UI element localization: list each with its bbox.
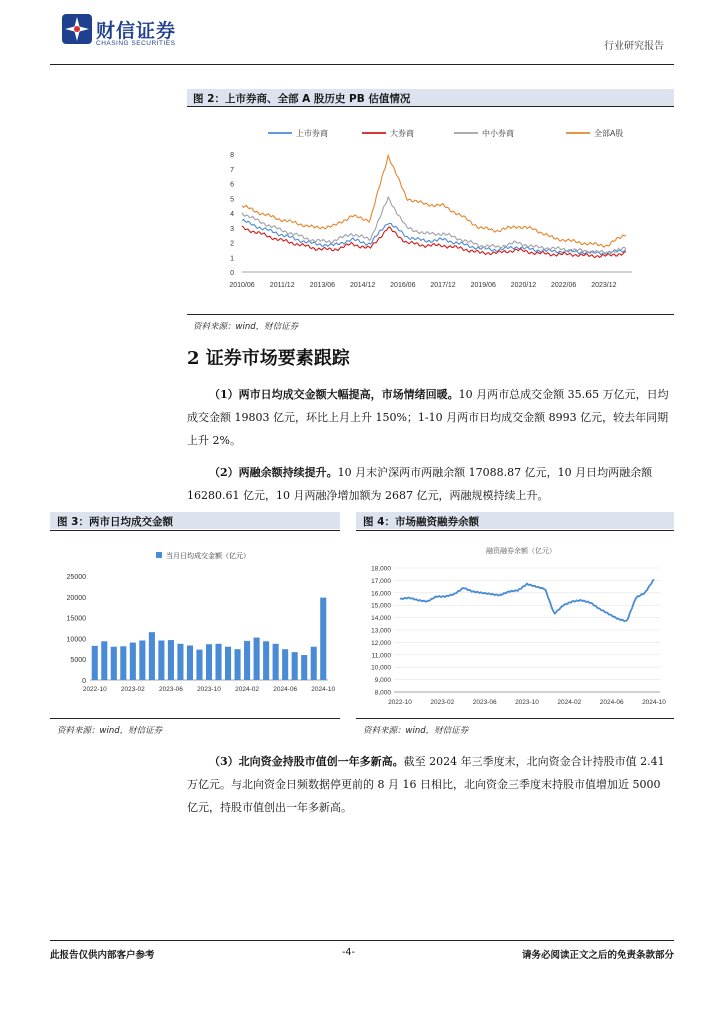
x-tick-label: 2017/12 xyxy=(430,282,456,289)
company-name-en: CHASING SECURITIES xyxy=(96,40,176,47)
y-tick-label: 25000 xyxy=(66,574,86,581)
bar xyxy=(168,640,174,680)
x-tick-label: 2020/12 xyxy=(510,282,537,289)
y-tick-label: 3 xyxy=(230,225,234,233)
footer-rule xyxy=(50,940,674,941)
y-tick-label: 15000 xyxy=(66,615,86,623)
y-tick-label: 10000 xyxy=(66,636,86,644)
y-tick-label: 8 xyxy=(230,152,234,159)
y-tick-label: 17,000 xyxy=(371,577,391,585)
legend-swatch xyxy=(156,552,162,558)
x-tick-label: 2023-02 xyxy=(430,699,455,706)
bar xyxy=(196,650,202,680)
bar xyxy=(215,644,221,680)
x-tick-label: 2011/12 xyxy=(269,282,295,289)
footer-disclaimer-right: 请务必阅读正文之后的免责条款部分 xyxy=(521,950,674,961)
bar xyxy=(273,644,279,680)
bar xyxy=(320,598,326,680)
bar xyxy=(206,644,212,680)
fig2-bottom-rule xyxy=(187,314,674,315)
turnover-bar-chart xyxy=(50,540,340,712)
paragraph-1-lead: （1）两市日均成交金额大幅提高，市场情绪回暖。 xyxy=(209,388,459,401)
bar xyxy=(263,641,269,680)
section-heading: 2 证券市场要素跟踪 xyxy=(187,348,350,369)
paragraph-3 xyxy=(187,750,674,819)
legend-label: 中小券商 xyxy=(482,129,514,138)
bar xyxy=(158,640,164,680)
x-tick-label: 2023-10 xyxy=(515,699,539,706)
x-tick-label: 2024-06 xyxy=(273,686,298,693)
y-tick-label: 20000 xyxy=(66,594,86,602)
bar xyxy=(120,646,126,680)
bar xyxy=(254,638,260,680)
footer-disclaimer-left: 此报告仅供内部客户参考 xyxy=(50,950,155,961)
y-tick-label: 14,000 xyxy=(371,615,391,623)
chart-title: 融资融券余额（亿元） xyxy=(486,548,556,555)
y-tick-label: 6 xyxy=(230,181,234,189)
x-tick-label: 2024-06 xyxy=(599,699,624,706)
x-tick-label: 2014/12 xyxy=(349,282,376,289)
fig4-title: 图 4：市场融资融券余额 xyxy=(363,516,479,528)
paragraph-3-body: 截至 2024 年三季度末，北向资金合计持股市值 2.41 万亿元。与北向资金日频数据停更前的 8 月 16 日相比，北向资金三季度末持股市值增加近 5000 亿元，持股市值创出一年多新高。 xyxy=(187,755,665,814)
bar xyxy=(92,646,98,680)
fig3-source: 资料来源：wind，财信证券 xyxy=(57,726,163,736)
x-tick-label: 2010/06 xyxy=(229,282,255,289)
bar xyxy=(177,644,183,680)
y-tick-label: 9,000 xyxy=(374,677,391,685)
y-tick-label: 1 xyxy=(230,255,234,263)
fig3-bottom-rule xyxy=(50,718,340,719)
fig4-bottom-rule xyxy=(356,718,674,719)
bar xyxy=(149,632,155,680)
company-name-cn: 财信证券 xyxy=(96,20,177,42)
y-tick-label: 7 xyxy=(230,166,234,174)
x-tick-label: 2024-02 xyxy=(557,699,582,706)
y-tick-label: 8,000 xyxy=(374,689,391,697)
legend-label: 当月日均成交金额（亿元） xyxy=(166,553,250,560)
x-tick-label: 2024-10 xyxy=(642,699,666,706)
x-tick-label: 2019/06 xyxy=(470,282,496,289)
y-tick-label: 0 xyxy=(82,678,86,685)
bar xyxy=(235,649,241,680)
fig2-top-rule xyxy=(187,106,674,107)
y-tick-label: 5 xyxy=(230,196,234,204)
bar xyxy=(225,647,231,680)
header-rule xyxy=(50,64,674,65)
x-tick-label: 2016/06 xyxy=(390,282,416,289)
x-tick-label: 2023-02 xyxy=(120,686,145,693)
x-tick-label: 2023-10 xyxy=(197,686,221,693)
pb-history-chart xyxy=(222,124,642,294)
bar xyxy=(311,647,317,680)
bar xyxy=(244,641,250,680)
y-tick-label: 0 xyxy=(230,270,234,277)
paragraph-2 xyxy=(187,461,674,507)
company-logo-icon xyxy=(62,14,92,44)
legend-label: 上市券商 xyxy=(296,129,328,138)
x-tick-label: 2023-06 xyxy=(472,699,497,706)
y-tick-label: 12,000 xyxy=(371,639,391,647)
paragraph-3-lead: （3）北向资金持股市值创一年多新高。 xyxy=(209,755,404,768)
x-tick-label: 2013/06 xyxy=(309,282,336,289)
paragraph-1-body: 10 月两市总成交金额 35.65 万亿元，日均成交金额 19803 亿元，环比上月上升 150%；1-10 月两市日均成交金额 8993 亿元，较去年同期上升 2%。 xyxy=(187,388,669,447)
x-tick-label: 2024-02 xyxy=(235,686,260,693)
paragraph-2-body: 10 月末沪深两市两融余额 17088.87 亿元，10 月日均两融余额 16280.61 亿元，10 月两融净增加额为 2687 亿元，两融规模持续上升。 xyxy=(187,466,653,502)
fig2-title: 图 2：上市券商、全部 A 股历史 PB 估值情况 xyxy=(193,93,411,105)
x-tick-label: 2024-10 xyxy=(311,686,336,693)
fig3-top-rule xyxy=(50,530,340,531)
fig2-source: 资料来源：wind，财信证券 xyxy=(193,322,299,332)
x-tick-label: 2022-10 xyxy=(388,699,412,706)
y-tick-label: 2 xyxy=(230,240,234,248)
y-tick-label: 11,000 xyxy=(371,652,391,660)
bar xyxy=(130,643,136,680)
paragraph-1 xyxy=(187,383,674,452)
legend-label: 大券商 xyxy=(390,129,414,138)
fig3-title: 图 3：两市日均成交金额 xyxy=(57,516,173,528)
bar xyxy=(111,647,117,680)
y-tick-label: 5000 xyxy=(70,657,86,665)
x-tick-label: 2023-06 xyxy=(158,686,183,693)
x-tick-label: 2022-10 xyxy=(82,686,107,693)
bar xyxy=(187,645,193,680)
margin-balance-chart xyxy=(356,540,674,712)
page-number: -4- xyxy=(342,947,355,958)
y-tick-label: 16,000 xyxy=(371,590,391,598)
bar xyxy=(101,641,107,680)
y-tick-label: 15,000 xyxy=(371,602,391,610)
bar xyxy=(301,655,307,680)
paragraph-2-lead: （2）两融余额持续提升。 xyxy=(209,466,338,479)
y-tick-label: 18,000 xyxy=(371,565,391,573)
report-type-label: 行业研究报告 xyxy=(604,41,664,52)
fig4-top-rule xyxy=(356,530,674,531)
y-tick-label: 10,000 xyxy=(371,664,391,672)
bar xyxy=(282,649,288,680)
bar xyxy=(292,652,298,680)
margin-balance-line xyxy=(400,579,654,621)
x-tick-label: 2023/12 xyxy=(591,282,617,289)
fig4-source: 资料来源：wind，财信证券 xyxy=(363,726,469,736)
y-tick-label: 13,000 xyxy=(371,627,391,635)
legend-label: 全部A股 xyxy=(594,129,624,138)
y-tick-label: 4 xyxy=(230,211,234,218)
x-tick-label: 2022/06 xyxy=(550,282,577,289)
bar xyxy=(139,640,145,680)
